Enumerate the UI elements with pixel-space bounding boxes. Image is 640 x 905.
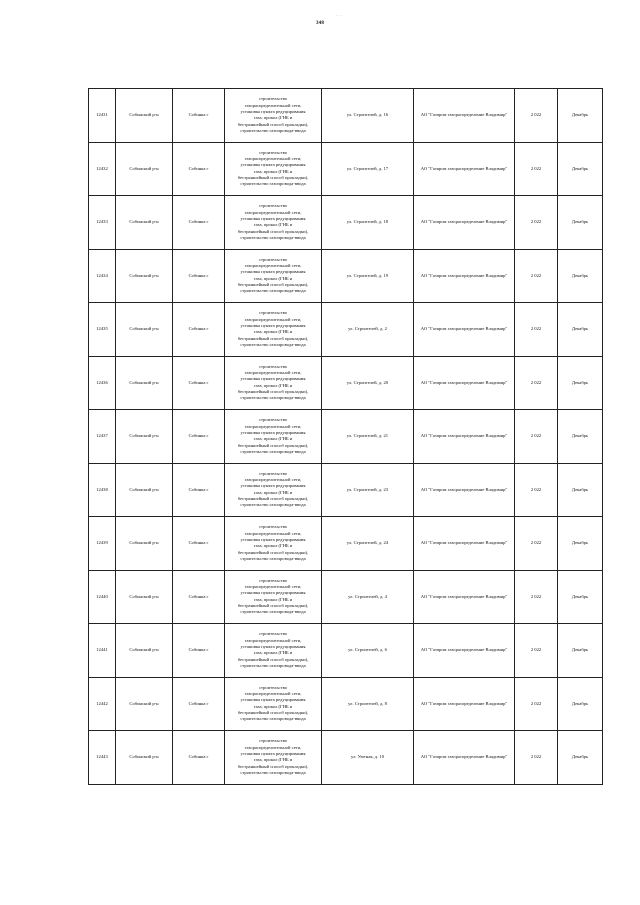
district-cell: Собинский р-н xyxy=(116,89,173,143)
work-line: бестраншейный способ прокладки), xyxy=(237,175,309,181)
work-line: строительство газопровода-ввода xyxy=(240,234,306,240)
year-cell: 2 022 xyxy=(515,356,558,410)
district-cell: Собинский р-н xyxy=(116,249,173,303)
month-cell: Декабрь xyxy=(558,196,603,250)
work-line: газораспределительной сети, xyxy=(244,263,302,269)
work-description-cell xyxy=(225,731,322,785)
work-line: строительство газопровода-ввода xyxy=(240,609,306,615)
work-description-cell xyxy=(225,249,322,303)
work-line: бестраншейный способ прокладки), xyxy=(237,389,309,395)
work-description-cell xyxy=(225,356,322,410)
work-line: строительство газопровода-ввода xyxy=(240,395,306,401)
table-row xyxy=(89,517,603,571)
town-cell: Собинка г xyxy=(173,570,225,624)
year-cell: 2 022 xyxy=(515,570,558,624)
town-cell: Собинка г xyxy=(173,410,225,464)
work-line: установка пункта редуцирования xyxy=(240,750,306,756)
work-line: газа, прокол (ГНБ и xyxy=(253,596,293,602)
district-cell: Собинский р-н xyxy=(116,570,173,624)
district-cell: Собинский р-н xyxy=(116,677,173,731)
work-line: установка пункта редуцирования xyxy=(240,697,306,703)
organization-cell: АО "Газпром газораспределение Владимир" xyxy=(414,303,515,357)
year-cell: 2 022 xyxy=(515,624,558,678)
town-cell: Собинка г xyxy=(173,517,225,571)
month-cell: Декабрь xyxy=(558,249,603,303)
work-line: газа, прокол (ГНБ и xyxy=(253,222,293,228)
work-description-cell xyxy=(225,677,322,731)
address-cell: ул. Строителей, д. 19 xyxy=(322,249,414,303)
work-line: строительство xyxy=(258,577,288,583)
work-line: бестраншейный способ прокладки), xyxy=(237,282,309,288)
work-line: установка пункта редуцирования xyxy=(240,215,306,221)
year-cell: 2 022 xyxy=(515,249,558,303)
row-number-cell: 12441 xyxy=(89,624,116,678)
row-number-cell: 12432 xyxy=(89,142,116,196)
work-line: бестраншейный способ прокладки), xyxy=(237,442,309,448)
work-description-cell xyxy=(225,624,322,678)
work-line: строительство xyxy=(258,631,288,637)
work-line: газа, прокол (ГНБ и xyxy=(253,275,293,281)
work-line: строительство газопровода-ввода xyxy=(240,769,306,775)
town-cell: Собинка г xyxy=(173,356,225,410)
row-number-cell: 12433 xyxy=(89,196,116,250)
work-line: установка пункта редуцирования xyxy=(240,643,306,649)
address-cell: ул. Строителей, д. 6 xyxy=(322,624,414,678)
organization-cell: АО "Газпром газораспределение Владимир" xyxy=(414,731,515,785)
work-line: газораспределительной сети, xyxy=(244,584,302,590)
work-line: бестраншейный способ прокладки), xyxy=(237,763,309,769)
table-row xyxy=(89,249,603,303)
district-cell: Собинский р-н xyxy=(116,517,173,571)
work-line: газораспределительной сети, xyxy=(244,744,302,750)
town-cell: Собинка г xyxy=(173,624,225,678)
work-line: установка пункта редуцирования xyxy=(240,590,306,596)
organization-cell: АО "Газпром газораспределение Владимир" xyxy=(414,356,515,410)
work-line: газа, прокол (ГНБ и xyxy=(253,115,293,121)
town-cell: Собинка г xyxy=(173,303,225,357)
table-row xyxy=(89,356,603,410)
month-cell: Декабрь xyxy=(558,142,603,196)
work-line: газораспределительной сети, xyxy=(244,423,302,429)
work-line: бестраншейный способ прокладки), xyxy=(237,549,309,555)
work-line: бестраншейный способ прокладки), xyxy=(237,656,309,662)
work-line: установка пункта редуцирования xyxy=(240,376,306,382)
work-line: установка пункта редуцирования xyxy=(240,322,306,328)
town-cell: Собинка г xyxy=(173,89,225,143)
row-number-cell: 12443 xyxy=(89,731,116,785)
address-cell: ул. Строителей, д. 8 xyxy=(322,677,414,731)
work-line: газа, прокол (ГНБ и xyxy=(253,168,293,174)
table-row xyxy=(89,731,603,785)
year-cell: 2 022 xyxy=(515,731,558,785)
table-row xyxy=(89,142,603,196)
work-line: строительство xyxy=(258,310,288,316)
work-line: строительство газопровода-ввода xyxy=(240,502,306,508)
work-line: газа, прокол (ГНБ и xyxy=(253,436,293,442)
table-row xyxy=(89,303,603,357)
work-line: газа, прокол (ГНБ и xyxy=(253,650,293,656)
organization-cell: АО "Газпром газораспределение Владимир" xyxy=(414,517,515,571)
work-line: строительство xyxy=(258,363,288,369)
work-line: бестраншейный способ прокладки), xyxy=(237,496,309,502)
organization-cell: АО "Газпром газораспределение Владимир" xyxy=(414,196,515,250)
work-line: газораспределительной сети, xyxy=(244,102,302,108)
year-cell: 2 022 xyxy=(515,303,558,357)
year-cell: 2 022 xyxy=(515,196,558,250)
town-cell: Собинка г xyxy=(173,249,225,303)
address-cell: ул. Строителей, д. 2 xyxy=(322,303,414,357)
address-cell: ул. Строителей, д. 24 xyxy=(322,517,414,571)
work-line: газораспределительной сети, xyxy=(244,370,302,376)
work-description-cell xyxy=(225,570,322,624)
table-row xyxy=(89,463,603,517)
district-cell: Собинский р-н xyxy=(116,463,173,517)
organization-cell: АО "Газпром газораспределение Владимир" xyxy=(414,89,515,143)
table-row xyxy=(89,677,603,731)
district-cell: Собинский р-н xyxy=(116,356,173,410)
organization-cell: АО "Газпром газораспределение Владимир" xyxy=(414,570,515,624)
row-number-cell: 12437 xyxy=(89,410,116,464)
work-line: строительство xyxy=(258,417,288,423)
work-line: газа, прокол (ГНБ и xyxy=(253,703,293,709)
address-cell: ул. Строителей, д. 17 xyxy=(322,142,414,196)
work-line: установка пункта редуцирования xyxy=(240,162,306,168)
work-description-cell xyxy=(225,142,322,196)
work-line: строительство xyxy=(258,203,288,209)
district-cell: Собинский р-н xyxy=(116,624,173,678)
address-cell: ул. Строителей, д. 20 xyxy=(322,356,414,410)
work-line: газораспределительной сети, xyxy=(244,477,302,483)
year-cell: 2 022 xyxy=(515,142,558,196)
work-line: установка пункта редуцирования xyxy=(240,483,306,489)
organization-cell: АО "Газпром газораспределение Владимир" xyxy=(414,410,515,464)
month-cell: Декабрь xyxy=(558,731,603,785)
work-line: строительство xyxy=(258,684,288,690)
work-line: бестраншейный способ прокладки), xyxy=(237,710,309,716)
work-description-cell xyxy=(225,463,322,517)
month-cell: Декабрь xyxy=(558,89,603,143)
work-line: газораспределительной сети, xyxy=(244,530,302,536)
organization-cell: АО "Газпром газораспределение Владимир" xyxy=(414,463,515,517)
work-line: бестраншейный способ прокладки), xyxy=(237,121,309,127)
work-line: строительство газопровода-ввода xyxy=(240,181,306,187)
work-line: газа, прокол (ГНБ и xyxy=(253,329,293,335)
row-number-cell: 12438 xyxy=(89,463,116,517)
table-row xyxy=(89,196,603,250)
table-row xyxy=(89,89,603,143)
organization-cell: АО "Газпром газораспределение Владимир" xyxy=(414,142,515,196)
work-line: строительство xyxy=(258,256,288,262)
district-cell: Собинский р-н xyxy=(116,142,173,196)
month-cell: Декабрь xyxy=(558,570,603,624)
work-line: строительство xyxy=(258,149,288,155)
town-cell: Собинка г xyxy=(173,463,225,517)
work-description-cell xyxy=(225,196,322,250)
organization-cell: АО "Газпром газораспределение Владимир" xyxy=(414,624,515,678)
town-cell: Собинка г xyxy=(173,731,225,785)
year-cell: 2 022 xyxy=(515,463,558,517)
work-line: бестраншейный способ прокладки), xyxy=(237,335,309,341)
month-cell: Декабрь xyxy=(558,677,603,731)
month-cell: Декабрь xyxy=(558,624,603,678)
page-number: 348 xyxy=(315,21,325,26)
work-line: строительство газопровода-ввода xyxy=(240,555,306,561)
address-cell: ул. Уютная, д. 10 xyxy=(322,731,414,785)
district-cell: Собинский р-н xyxy=(116,303,173,357)
work-line: установка пункта редуцирования xyxy=(240,269,306,275)
month-cell: Декабрь xyxy=(558,303,603,357)
row-number-cell: 12439 xyxy=(89,517,116,571)
work-line: установка пункта редуцирования xyxy=(240,108,306,114)
work-line: строительство xyxy=(258,470,288,476)
address-cell: ул. Строителей, д. 23 xyxy=(322,463,414,517)
district-cell: Собинский р-н xyxy=(116,196,173,250)
work-line: строительство газопровода-ввода xyxy=(240,716,306,722)
work-line: строительство газопровода-ввода xyxy=(240,288,306,294)
month-cell: Декабрь xyxy=(558,410,603,464)
work-line: газораспределительной сети, xyxy=(244,209,302,215)
district-cell: Собинский р-н xyxy=(116,410,173,464)
year-cell: 2 022 xyxy=(515,677,558,731)
work-description-cell xyxy=(225,410,322,464)
work-line: газа, прокол (ГНБ и xyxy=(253,382,293,388)
table-row xyxy=(89,624,603,678)
address-cell: ул. Строителей, д. 16 xyxy=(322,89,414,143)
year-cell: 2 022 xyxy=(515,410,558,464)
work-line: газа, прокол (ГНБ и xyxy=(253,757,293,763)
district-cell: Собинский р-н xyxy=(116,731,173,785)
table-row xyxy=(89,410,603,464)
work-line: установка пункта редуцирования xyxy=(240,536,306,542)
work-line: бестраншейный способ прокладки), xyxy=(237,603,309,609)
address-cell: ул. Строителей, д. 21 xyxy=(322,410,414,464)
work-line: строительство xyxy=(258,96,288,102)
work-line: строительство газопровода-ввода xyxy=(240,662,306,668)
work-line: газораспределительной сети, xyxy=(244,156,302,162)
work-line: газа, прокол (ГНБ и xyxy=(253,489,293,495)
work-description-cell xyxy=(225,517,322,571)
work-line: строительство газопровода-ввода xyxy=(240,127,306,133)
scan-marks: · · · xyxy=(336,13,342,18)
work-line: газораспределительной сети, xyxy=(244,637,302,643)
row-number-cell: 12434 xyxy=(89,249,116,303)
row-number-cell: 12440 xyxy=(89,570,116,624)
address-cell: ул. Строителей, д. 18 xyxy=(322,196,414,250)
work-line: бестраншейный способ прокладки), xyxy=(237,228,309,234)
work-line: газораспределительной сети, xyxy=(244,691,302,697)
work-line: строительство xyxy=(258,738,288,744)
month-cell: Декабрь xyxy=(558,517,603,571)
work-description-cell xyxy=(225,303,322,357)
work-line: газораспределительной сети, xyxy=(244,316,302,322)
registry-table xyxy=(88,88,603,785)
row-number-cell: 12436 xyxy=(89,356,116,410)
work-description-cell xyxy=(225,89,322,143)
month-cell: Декабрь xyxy=(558,356,603,410)
work-line: газа, прокол (ГНБ и xyxy=(253,543,293,549)
row-number-cell: 12435 xyxy=(89,303,116,357)
work-line: установка пункта редуцирования xyxy=(240,429,306,435)
organization-cell: АО "Газпром газораспределение Владимир" xyxy=(414,677,515,731)
work-line: строительство газопровода-ввода xyxy=(240,448,306,454)
town-cell: Собинка г xyxy=(173,677,225,731)
town-cell: Собинка г xyxy=(173,196,225,250)
work-line: строительство xyxy=(258,524,288,530)
registry-table-body xyxy=(89,89,603,785)
table-row xyxy=(89,570,603,624)
row-number-cell: 12442 xyxy=(89,677,116,731)
year-cell: 2 022 xyxy=(515,89,558,143)
month-cell: Декабрь xyxy=(558,463,603,517)
year-cell: 2 022 xyxy=(515,517,558,571)
town-cell: Собинка г xyxy=(173,142,225,196)
row-number-cell: 12431 xyxy=(89,89,116,143)
organization-cell: АО "Газпром газораспределение Владимир" xyxy=(414,249,515,303)
work-line: строительство газопровода-ввода xyxy=(240,341,306,347)
address-cell: ул. Строителей, д. 4 xyxy=(322,570,414,624)
